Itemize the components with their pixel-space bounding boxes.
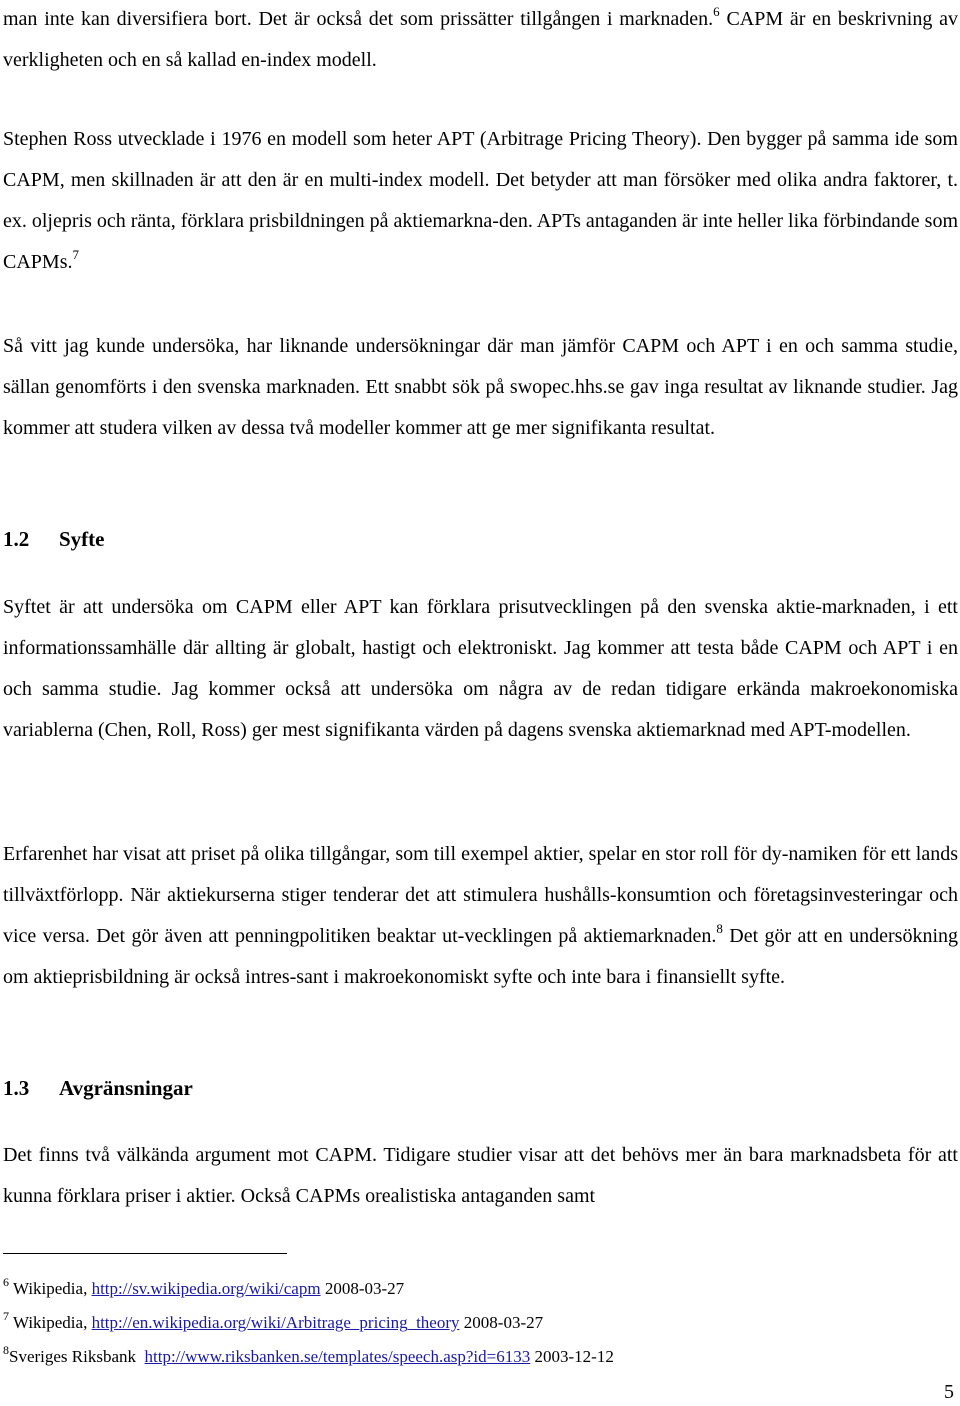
- heading-syfte: [3, 526, 105, 552]
- footnote-link[interactable]: http://www.riksbanken.se/templates/speech.asp?id=6133: [144, 1347, 531, 1366]
- paragraph-avgransningar: [3, 1135, 958, 1217]
- section-title: Syfte: [59, 527, 105, 551]
- footnote-number: 7: [3, 1309, 9, 1323]
- footnote-date: 2008-03-27: [463, 1313, 544, 1332]
- paragraph-syfte: [3, 587, 958, 751]
- footnote-number: 8: [3, 1343, 9, 1357]
- footnote-6: [3, 1275, 405, 1300]
- paragraph-text: Erfarenhet har visat att priset på olika tillgångar, som till exempel aktier, spelar en stor roll för dy-namiken för ett lands tillväxtförlopp. När aktiekurserna stiger tenderar det att stimulera hushålls-konsumtion och företagsinvesteringar och vice versa. Det gör även att penningpolitiken beaktar ut-vecklingen på aktiemarknaden.: [3, 843, 958, 947]
- footnote-date: 2008-03-27: [324, 1279, 405, 1298]
- footnote-source: Wikipedia,: [12, 1313, 88, 1332]
- footnote-ref-8[interactable]: 8: [716, 921, 723, 936]
- section-number: 1.3: [3, 1076, 30, 1100]
- paragraph-text: Stephen Ross utvecklade i 1976 en modell som heter APT (Arbitrage Pricing Theory). Den bygger på samma ide som CAPM, men skillnaden är att den är en multi-index modell. Det betyder att man försöker med olika andra faktorer, t. ex. oljepris och ränta, förklara prisbildningen på aktiemarkna-den. APTs antaganden är inte heller lika förbindande som CAPMs.: [3, 128, 958, 273]
- paragraph-experience: [3, 834, 958, 998]
- footnote-separator: [3, 1253, 287, 1254]
- page-number: 5: [944, 1381, 954, 1403]
- paragraph-text: Syftet är att undersöka om CAPM eller APT kan förklara prisutvecklingen på den svenska aktie-marknaden, i ett informationssamhälle där allting är globalt, hastigt och elektroniskt. Jag kommer att testa både CAPM och APT i en och samma studie. Jag kommer också att undersöka om några av de redan tidigare erkända makroekonomiska variablerna (Chen, Roll, Ross) ger mest signifikanta värden på dagens svenska aktiemarknad med APT-modellen.: [3, 596, 958, 741]
- footnote-link[interactable]: http://en.wikipedia.org/wiki/Arbitrage_pricing_theory: [91, 1313, 460, 1332]
- heading-avgransningar: [3, 1075, 193, 1101]
- footnote-source: Sveriges Riksbank: [9, 1347, 137, 1366]
- paragraph-previous-studies: [3, 326, 958, 449]
- footnote-ref-6[interactable]: 6: [713, 4, 720, 19]
- footnote-number: 6: [3, 1275, 9, 1289]
- footnote-8: [3, 1343, 614, 1368]
- paragraph-capm-intro: [3, 0, 958, 81]
- footnote-7: [3, 1309, 544, 1334]
- paragraph-text: man inte kan diversifiera bort. Det är också det som prissätter tillgången i marknaden.: [3, 8, 714, 30]
- paragraph-text: CAPM är en beskrivning av verkligheten och en så kallad en-index modell.: [3, 8, 958, 71]
- section-number: 1.2: [3, 527, 30, 551]
- paragraph-apt: [3, 119, 958, 283]
- paragraph-text: Det finns två välkända argument mot CAPM. Tidigare studier visar att det behövs mer än bara marknadsbeta för att kunna förklara priser i aktier. Också CAPMs orealistiska antaganden samt: [3, 1144, 958, 1207]
- paragraph-text: Så vitt jag kunde undersöka, har liknande undersökningar där man jämför CAPM och APT i en och samma studie, sällan genomförts i den svenska marknaden. Ett snabbt sök på swopec.hhs.se gav inga resultat av liknande studier. Jag kommer att studera vilken av dessa två modeller kommer att ge mer signifikanta resultat.: [3, 335, 958, 439]
- section-title: Avgränsningar: [59, 1076, 193, 1100]
- paragraph-text: Det gör att en undersökning om aktieprisbildning är också intres-sant i makroekonomiskt syfte och inte bara i finansiellt syfte.: [3, 925, 959, 988]
- footnote-date: 2003-12-12: [534, 1347, 614, 1366]
- footnote-link[interactable]: http://sv.wikipedia.org/wiki/capm: [91, 1279, 321, 1298]
- footnote-source: Wikipedia,: [12, 1279, 88, 1298]
- footnote-ref-7[interactable]: 7: [72, 247, 79, 262]
